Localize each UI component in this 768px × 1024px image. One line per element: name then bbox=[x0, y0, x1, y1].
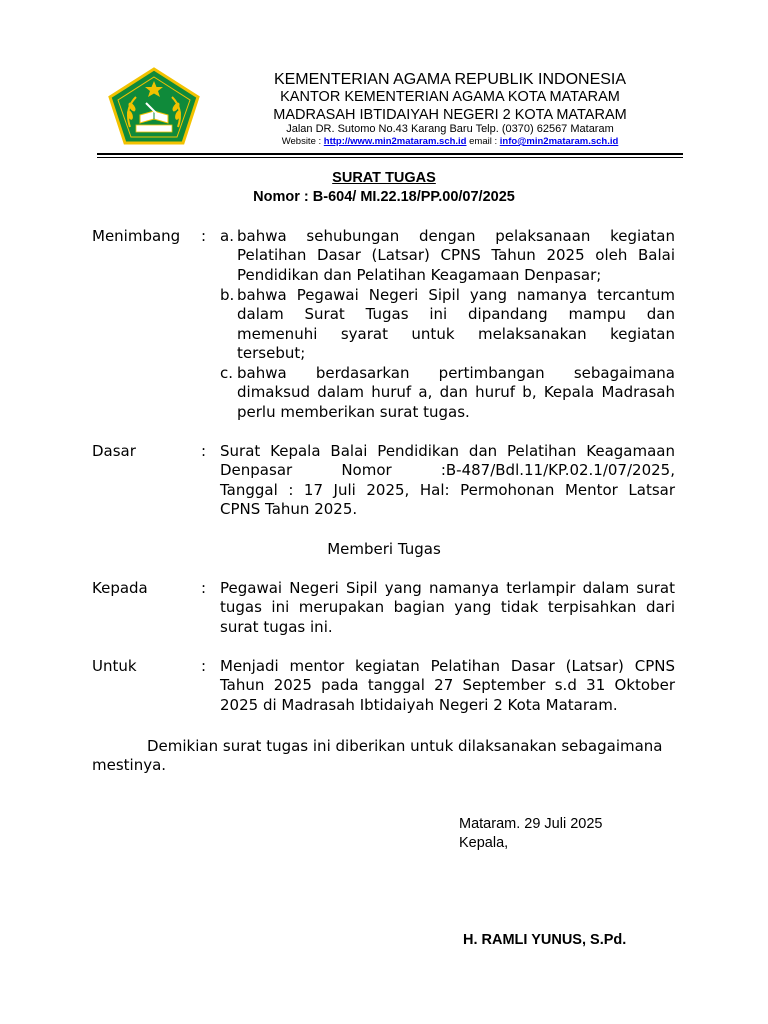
text-line: Denpasar Nomor :B-487/Bdl.11/KP.02.1/07/2025, bbox=[220, 461, 675, 480]
letterhead-line-3: MADRASAH IBTIDAIYAH NEGERI 2 KOTA MATARAM bbox=[273, 107, 627, 123]
text-line: Tanggal : 17 Juli 2025, Hal: Permohonan Mentor Latsar bbox=[220, 480, 675, 499]
email-link[interactable]: info@min2mataram.sch.id bbox=[499, 136, 619, 147]
text-line: bahwa berdasarkan pertimbangan sebagaimana bbox=[237, 364, 675, 382]
menimbang-item-marker: b. bbox=[220, 286, 235, 304]
untuk-colon: : bbox=[201, 657, 207, 675]
letterhead-divider-thick bbox=[97, 153, 683, 155]
website-link[interactable]: http://www.min2mataram.sch.id bbox=[323, 136, 467, 147]
text-line: bahwa sehubungan dengan pelaksanaan kegiatan bbox=[237, 227, 675, 245]
text-line: Surat Kepala Balai Pendidikan dan Pelatihan Keagamaan bbox=[220, 442, 675, 460]
text-line: 2025 di Madrasah Ibtidaiyah Negeri 2 Kota Mataram. bbox=[220, 695, 618, 714]
website-label: Website : bbox=[281, 136, 324, 147]
document-title: SURAT TUGAS bbox=[332, 170, 436, 186]
text-line: surat tugas ini. bbox=[220, 617, 333, 636]
text-line: Pendidikan dan Pelatihan Keagamaan Denpasar; bbox=[237, 265, 602, 284]
kepada-label: Kepada bbox=[92, 579, 148, 597]
closing-line-1: Demikian surat tugas ini diberikan untuk dilaksanakan sebagaimana bbox=[147, 737, 663, 755]
document-number: Nomor : B-604/ MI.22.18/PP.00/07/2025 bbox=[253, 189, 515, 205]
letterhead-address: Jalan DR. Sutomo No.43 Karang Baru Telp. (0370) 62567 Mataram bbox=[286, 123, 614, 135]
kepada-colon: : bbox=[201, 579, 207, 597]
letterhead-divider-thin bbox=[97, 157, 683, 158]
text-line: Pegawai Negeri Sipil yang namanya terlampir dalam surat bbox=[220, 579, 675, 597]
menimbang-colon: : bbox=[201, 227, 207, 245]
letterhead-line-1: KEMENTERIAN AGAMA REPUBLIK INDONESIA bbox=[273, 71, 627, 88]
closing-line-2: mestinya. bbox=[92, 756, 167, 775]
menimbang-item-c bbox=[237, 364, 675, 422]
untuk-label: Untuk bbox=[92, 657, 137, 675]
letterhead-line-2: KANTOR KEMENTERIAN AGAMA KOTA MATARAM bbox=[280, 89, 620, 105]
text-line: dimaksud dalam huruf a, dan huruf b, Kepala Madrasah bbox=[237, 383, 675, 402]
email-label: email : bbox=[466, 136, 500, 147]
signature-place-date: Mataram. 29 Juli 2025 bbox=[459, 816, 603, 832]
letterhead-contact bbox=[230, 136, 670, 148]
text-line: memenuhi syarat untuk melaksanakan kegiatan bbox=[237, 324, 675, 343]
menimbang-item-b bbox=[237, 286, 675, 364]
text-line: dalam Surat Tugas ini dipandang mampu dan bbox=[237, 305, 675, 324]
untuk-text bbox=[220, 657, 675, 715]
menimbang-item-marker: a. bbox=[220, 227, 234, 245]
text-line: Menjadi mentor kegiatan Pelatihan Dasar (Latsar) CPNS bbox=[220, 657, 675, 675]
text-line: Pelatihan Dasar (Latsar) CPNS Tahun 2025 oleh Balai bbox=[237, 246, 675, 265]
text-line: tersebut; bbox=[237, 344, 306, 363]
dasar-text bbox=[220, 442, 675, 520]
text-line: tugas ini merupakan bagian yang tidak terpisahkan dari bbox=[220, 598, 675, 617]
signature-name: H. RAMLI YUNUS, S.Pd. bbox=[463, 932, 627, 948]
text-line: bahwa Pegawai Negeri Sipil yang namanya tercantum bbox=[237, 286, 675, 304]
menimbang-item-a bbox=[237, 227, 675, 285]
ministry-logo bbox=[108, 67, 200, 145]
menimbang-label: Menimbang bbox=[92, 227, 181, 245]
kepada-text bbox=[220, 579, 675, 637]
text-line: CPNS Tahun 2025. bbox=[220, 500, 358, 519]
closing-paragraph bbox=[92, 737, 675, 776]
menimbang-item-marker: c. bbox=[220, 364, 234, 382]
signature-position: Kepala, bbox=[459, 835, 509, 851]
memberi-tugas-heading: Memberi Tugas bbox=[327, 540, 441, 558]
dasar-colon: : bbox=[201, 442, 207, 460]
dasar-label: Dasar bbox=[92, 442, 136, 460]
text-line: Tahun 2025 pada tanggal 27 September s.d 31 Oktober bbox=[220, 676, 675, 695]
text-line: perlu memberikan surat tugas. bbox=[237, 402, 470, 421]
